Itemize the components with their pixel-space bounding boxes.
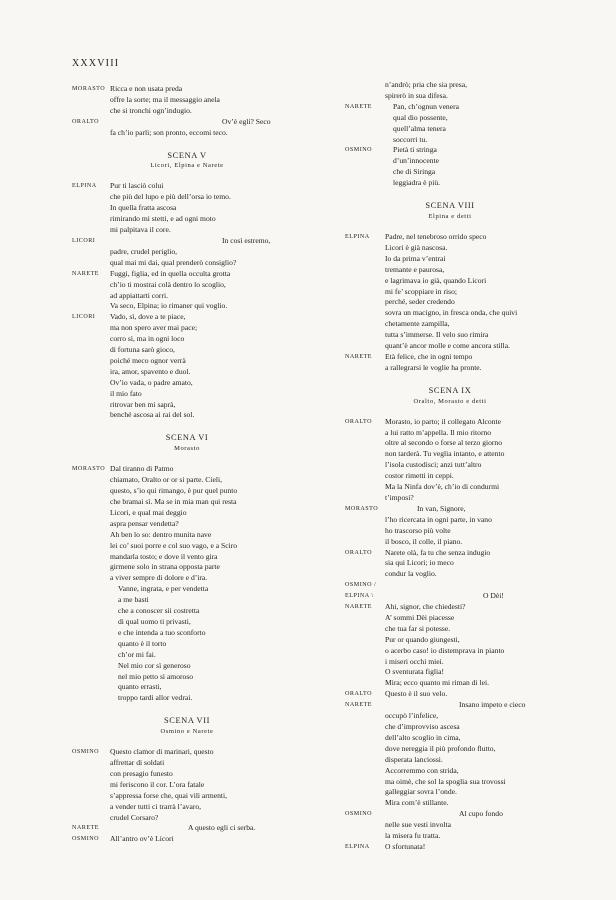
- verse-text: Ma la Ninfa dov’è, ch’io di condurmi: [385, 482, 500, 492]
- verse-line: [72, 128, 302, 139]
- scene-characters: Morasto: [174, 445, 200, 453]
- verse-line: [345, 678, 555, 689]
- verse-line: [72, 541, 302, 552]
- verse-text: Ov’è egli? Seco: [222, 116, 271, 126]
- verse-text: In quella fratta ascosa: [110, 203, 177, 213]
- verse-line: [345, 504, 555, 515]
- verse-line: [345, 265, 555, 276]
- verse-text: spirerò in sua difesa.: [385, 90, 448, 100]
- verse-line: [345, 341, 555, 352]
- speaker-name: MORASTO: [345, 505, 379, 512]
- verse-line: [72, 106, 302, 117]
- verse-line: [345, 777, 555, 788]
- verse-text: Al cupo fondo: [459, 809, 503, 819]
- verse-text: Fuggi, figlia, ed in quella occulta grotta: [110, 268, 231, 278]
- verse-text: nelle sue vesti involta: [385, 820, 452, 830]
- verse-line: [345, 135, 555, 146]
- verse-text: ch’io ti mostrai colà dentro lo scoglio,: [110, 279, 226, 289]
- verse-text: chetamente zampilla,: [385, 319, 450, 329]
- verse-text: Ov’io vada, o padre amato,: [110, 377, 193, 387]
- verse-text: Licori, e qual mai deggio: [110, 507, 187, 517]
- verse-text: Narete olà, fa tu che senza indugio: [385, 547, 491, 557]
- verse-text: che a conoscer sii costretta: [118, 606, 200, 616]
- verse-line: [345, 689, 555, 700]
- verse-text: che tua far si potesse.: [385, 623, 451, 633]
- verse-line: [72, 584, 302, 595]
- verse-line: [72, 400, 302, 411]
- verse-text: a me basti: [118, 595, 149, 605]
- verse-line: [345, 558, 555, 569]
- verse-text: corro sì, ma in ogni loco: [110, 334, 185, 344]
- verse-text: di fortuna sarò gioco,: [110, 345, 175, 355]
- verse-line: [72, 464, 302, 475]
- verse-line: [72, 802, 302, 813]
- verse-text: s’appressa forse che, quai vili armenti,: [110, 790, 228, 800]
- verse-line: [345, 91, 555, 102]
- verse-line: [72, 823, 302, 834]
- verse-line: [345, 711, 555, 722]
- verse-line: [345, 80, 555, 91]
- verse-text: qual dio possente,: [393, 112, 448, 122]
- verse-text: Mira com’è stillante.: [385, 798, 449, 808]
- verse-line: [72, 758, 302, 769]
- verse-line: [345, 700, 555, 711]
- verse-text: con presagio funesto: [110, 768, 173, 778]
- verse-text: Morasto, io parto; il collegato Alconte: [385, 416, 501, 426]
- verse-line: [345, 842, 555, 853]
- speaker-name: ORALTO: [72, 118, 100, 125]
- verse-text: condur la voglio.: [385, 569, 437, 579]
- verse-text: leggiadra è più.: [393, 178, 441, 188]
- verse-line: [345, 102, 555, 113]
- verse-line: [72, 813, 302, 824]
- verse-line: [72, 552, 302, 563]
- verse-line: [345, 308, 555, 319]
- verse-text: Insano impeto e cieco: [459, 700, 526, 710]
- verse-text: aspra pensar vendetta?: [110, 518, 179, 528]
- verse-text: quell’alma tenera: [393, 123, 446, 133]
- verse-text: ad appiattarti corri.: [110, 290, 168, 300]
- verse-line: [345, 591, 555, 602]
- verse-line: [72, 519, 302, 530]
- verse-text: a lui ratto m’appella. Il mio ritorno: [385, 427, 492, 437]
- speaker-name: NARETE: [345, 604, 373, 611]
- speaker-name: ELPINA \: [345, 593, 374, 600]
- speaker-name: MORASTO: [72, 86, 106, 92]
- verse-line: [345, 635, 555, 646]
- scene-heading-scena-ix: SCENA IX: [428, 385, 472, 395]
- speaker-name: NARETE: [345, 702, 373, 709]
- verse-text: chiamato, Oralto or or si parte. Cieli,: [110, 475, 222, 485]
- verse-line: [72, 410, 302, 421]
- speaker-name: ELPINA: [72, 183, 97, 190]
- verse-line: [72, 639, 302, 650]
- scene-characters: Elpina e detti: [428, 212, 472, 220]
- verse-text: Età felice, che in ogni tempo: [385, 351, 473, 361]
- speaker-name: MORASTO: [72, 466, 106, 473]
- verse-text: il bosco, il colle, il piano.: [385, 536, 463, 546]
- speaker-name: NARETE: [345, 353, 373, 360]
- speaker-name: OSMINO: [345, 147, 373, 154]
- verse-text: ho trascorso più volte: [385, 525, 451, 535]
- verse-line: [345, 537, 555, 548]
- verse-line: [72, 628, 302, 639]
- verse-text: fa ch’io parli; son pronto, eccomi teco.: [110, 127, 228, 137]
- verse-line: [72, 661, 302, 672]
- verse-line: [345, 178, 555, 189]
- verse-line: [345, 330, 555, 341]
- verse-line: [72, 291, 302, 302]
- verse-text: mi feriscono il cor. L’ora fatale: [110, 779, 205, 789]
- verse-text: nel mio petto sì amoroso: [118, 671, 194, 681]
- verse-line: [72, 486, 302, 497]
- verse-line: [345, 515, 555, 526]
- verse-text: Ricca e non usata preda: [110, 84, 183, 93]
- verse-line: [72, 791, 302, 802]
- verse-text: Padre, nel tenebroso orrido speco: [385, 231, 487, 241]
- verse-text: e lagrimava io già, quando Licori: [385, 275, 487, 285]
- verse-text: O sventurata figlia!: [385, 667, 445, 677]
- verse-text: o acerbo caso! io distemprava in pianto: [385, 645, 505, 655]
- verse-line: [345, 243, 555, 254]
- verse-line: [72, 595, 302, 606]
- verse-text: Questo clamor di marinari, questo: [110, 747, 214, 757]
- verse-line: [345, 766, 555, 777]
- verse-line: [345, 482, 555, 493]
- verse-line: [345, 820, 555, 831]
- verse-line: [345, 667, 555, 678]
- verse-line: [72, 225, 302, 236]
- verse-text: lei co’ suoi porre e col suo vago, e a Sciro: [110, 540, 238, 550]
- verse-text: sia qui Licori; io meco: [385, 558, 454, 568]
- verse-line: [345, 602, 555, 613]
- verse-line: [345, 449, 555, 460]
- verse-line: [72, 323, 302, 334]
- verse-text: O sfortunata!: [385, 841, 426, 851]
- verse-text: occupò l’infelice,: [385, 711, 439, 721]
- verse-text: e che intenda a tuo sconforto: [118, 627, 206, 637]
- verse-text: ira, amor, spavento e duol.: [110, 366, 191, 376]
- verse-line: [72, 214, 302, 225]
- verse-line: [345, 363, 555, 374]
- verse-text: mandarla tosto; e dove il vento gira: [110, 551, 218, 561]
- verse-line: [72, 573, 302, 584]
- verse-text: In van, Signore,: [417, 503, 466, 513]
- verse-text: questo, s’io qui rimango, è pur quel punto: [110, 486, 238, 496]
- verse-line: [345, 744, 555, 755]
- verse-line: [72, 312, 302, 323]
- verse-line: [72, 617, 302, 628]
- verse-text: Io da prima v’entrai: [385, 253, 446, 263]
- verse-line: [72, 334, 302, 345]
- verse-text: offre la sorte; ma il messaggio anela: [110, 94, 220, 104]
- verse-line: [72, 672, 302, 683]
- verse-text: l’ho ricercata in ogni parte, in vano: [385, 514, 492, 524]
- verse-text: i miseri occhi miei.: [385, 656, 444, 666]
- verse-line: [345, 580, 555, 591]
- verse-line: [345, 124, 555, 135]
- verse-line: [72, 475, 302, 486]
- verse-line: [345, 297, 555, 308]
- verse-line: [72, 345, 302, 356]
- verse-text: mi fe’ scoppiare in riso;: [385, 286, 457, 296]
- verse-text: la misera fu tratta.: [385, 831, 441, 841]
- verse-line: [72, 356, 302, 367]
- verse-line: [72, 693, 302, 704]
- verse-text: Pietà ti stringa: [393, 145, 437, 155]
- verse-line: [72, 84, 302, 95]
- right-column: [345, 80, 555, 853]
- scene-heading-scena-v: SCENA V: [167, 150, 207, 160]
- verse-line: [345, 722, 555, 733]
- page-number: XXXVIII: [72, 58, 120, 69]
- verse-text: troppo tardi allor vedrai.: [118, 693, 193, 703]
- verse-line: [72, 269, 302, 280]
- verse-text: girmene solo in strana opposta parte: [110, 562, 220, 572]
- verse-text: a vender tutti ci trarrà l’avaro,: [110, 801, 202, 811]
- verse-line: [345, 254, 555, 265]
- speaker-name: ELPINA: [345, 843, 370, 850]
- verse-text: Pur ti lasciò colui: [110, 181, 164, 191]
- verse-line: [72, 203, 302, 214]
- speaker-name: OSMINO /: [345, 582, 377, 589]
- verse-line: [345, 831, 555, 842]
- verse-line: [72, 682, 302, 693]
- verse-line: [345, 232, 555, 243]
- verse-text: Questo è il suo velo.: [385, 689, 448, 699]
- verse-text: che si tronchi ogn’indugio.: [110, 105, 192, 115]
- verse-line: [345, 787, 555, 798]
- speaker-name: NARETE: [72, 825, 100, 832]
- verse-text: a viver sempre di dolore e d’ira.: [110, 573, 208, 583]
- verse-text: In così estremo,: [222, 235, 271, 245]
- verse-text: Licori è già nascosa.: [385, 242, 448, 252]
- verse-line: [345, 624, 555, 635]
- speaker-name: ELPINA: [345, 233, 370, 240]
- verse-text: mi palpitava il core.: [110, 225, 171, 235]
- verse-text: Accorremmo con strida,: [385, 765, 459, 775]
- speaker-name: NARETE: [72, 270, 100, 277]
- verse-line: [72, 530, 302, 541]
- speaker-name: NARETE: [345, 103, 373, 110]
- verse-line: [345, 569, 555, 580]
- verse-text: d’un’innocente: [393, 156, 439, 166]
- verse-text: il mio fato: [110, 388, 142, 398]
- verse-line: [345, 352, 555, 363]
- verse-line: [72, 117, 302, 128]
- verse-text: t’imposi?: [385, 493, 414, 502]
- verse-text: padre, crudel periglio,: [110, 246, 178, 256]
- verse-line: [72, 497, 302, 508]
- verse-line: [72, 562, 302, 573]
- scene-heading-scena-vii: SCENA VII: [164, 716, 210, 726]
- verse-line: [72, 834, 302, 845]
- verse-line: [345, 798, 555, 809]
- verse-line: [72, 258, 302, 269]
- verse-text: costor rimetti in ceppi.: [385, 471, 454, 481]
- verse-text: tremante e paurosa,: [385, 264, 445, 274]
- verse-text: ritrovar ben mi saprà,: [110, 399, 176, 409]
- verse-line: [345, 287, 555, 298]
- verse-text: rimirando mi stetti, e ad ogni moto: [110, 214, 216, 224]
- verse-text: l’isola custodisci; anzi tutt’altro: [385, 460, 482, 470]
- verse-text: quanto è il torto: [118, 638, 167, 648]
- verse-line: [72, 367, 302, 378]
- verse-text: dove nereggia il più profondo flutto,: [385, 743, 496, 753]
- verse-line: [72, 181, 302, 192]
- verse-line: [72, 508, 302, 519]
- scene-heading-scena-vi: SCENA VI: [165, 433, 209, 443]
- verse-text: non tarderà. Tu veglia intanto, e attento: [385, 449, 505, 459]
- speaker-name: ORALTO: [345, 549, 373, 556]
- verse-line: [345, 646, 555, 657]
- verse-line: [72, 280, 302, 291]
- verse-text: che bramai sì. Ma se in mia man qui resta: [110, 497, 237, 506]
- verse-text: sovra un macigno, in fresca onda, che quivi: [385, 308, 518, 318]
- verse-text: A questo egli ci serba.: [188, 823, 256, 833]
- verse-text: benché ascosa ai rai del sol.: [110, 410, 195, 420]
- verse-text: che più del lupo e più dell’orsa io temo.: [110, 192, 231, 202]
- verse-line: [345, 145, 555, 156]
- verse-text: crudel Corsaro?: [110, 812, 159, 822]
- verse-line: [72, 247, 302, 258]
- verse-line: [345, 156, 555, 167]
- verse-line: [72, 389, 302, 400]
- verse-line: [345, 526, 555, 537]
- verse-line: [72, 301, 302, 312]
- verse-text: che di Siringa: [393, 167, 436, 177]
- verse-text: perché, seder credendo: [385, 297, 455, 307]
- verse-text: Mira; ecco quanto mi riman di lei.: [385, 678, 489, 688]
- verse-text: qual mai mi dai, qual prenderò consiglio?: [110, 257, 237, 267]
- speaker-name: ORALTO: [345, 691, 373, 698]
- verse-text: tutta s’immerse. Il velo suo rimira: [385, 330, 489, 340]
- verse-line: [345, 319, 555, 330]
- verse-line: [345, 809, 555, 820]
- speaker-name: LICORI: [72, 314, 96, 321]
- verse-line: [72, 192, 302, 203]
- verse-line: [345, 438, 555, 449]
- scene-heading-scena-viii: SCENA VIII: [425, 201, 475, 211]
- verse-text: Vanne, ingrata, e per vendetta: [118, 584, 209, 594]
- verse-text: affrettar di soldati: [110, 758, 165, 768]
- speaker-name: OSMINO: [72, 749, 100, 756]
- speaker-name: LICORI: [72, 237, 96, 244]
- verse-line: [345, 417, 555, 428]
- verse-text: soccorri tu.: [393, 134, 428, 144]
- scene-characters: Licori, Elpina e Narete: [150, 162, 224, 170]
- verse-text: quanto errasti,: [118, 682, 162, 692]
- verse-text: poiché meco ognor verrà: [110, 355, 186, 365]
- speaker-name: OSMINO: [345, 811, 373, 818]
- verse-text: A’ sommi Dèi piacesse: [385, 612, 455, 622]
- speaker-name: ORALTO: [345, 418, 373, 425]
- verse-line: [345, 657, 555, 668]
- verse-line: [345, 276, 555, 287]
- verse-line: [345, 113, 555, 124]
- verse-text: Ah ben lo so: dentro munita nave: [110, 529, 212, 539]
- verse-text: a rallegrarsi le voglie ha pronte.: [385, 362, 482, 372]
- verse-text: dell’alto scoglio in cima,: [385, 732, 461, 742]
- verse-text: Pur or quando giungesti,: [385, 634, 460, 644]
- verse-text: ma oimè, che sol la spoglia sua trovossi: [385, 776, 506, 786]
- verse-line: [345, 548, 555, 559]
- left-column: [72, 84, 302, 845]
- verse-text: Va seco, Elpina; io rimaner qui voglio.: [110, 301, 228, 311]
- verse-text: O Dèi!: [483, 591, 504, 601]
- verse-line: [345, 167, 555, 178]
- verse-text: di qual uomo ti privasti,: [118, 616, 191, 626]
- verse-line: [345, 493, 555, 504]
- verse-line: [345, 460, 555, 471]
- verse-text: ch’or mi fai.: [118, 649, 156, 659]
- verse-line: [72, 780, 302, 791]
- verse-line: [72, 606, 302, 617]
- verse-line: [345, 471, 555, 482]
- verse-line: [345, 613, 555, 624]
- verse-text: Vado, sì, dove a te piace,: [110, 312, 186, 322]
- verse-text: Dal tiranno di Patmo: [110, 464, 174, 474]
- verse-line: [72, 95, 302, 106]
- verse-text: Ahi, signor, che chiedesti?: [385, 602, 466, 612]
- verse-text: che d’improvviso ascesa: [385, 722, 460, 732]
- verse-line: [345, 733, 555, 744]
- verse-text: n’andrò; pria che sia presa,: [385, 80, 468, 89]
- verse-text: oltre al secondo o forse al terzo giorno: [385, 438, 503, 448]
- verse-line: [72, 378, 302, 389]
- verse-line: [345, 755, 555, 766]
- verse-text: All’antro ov’è Licori: [110, 834, 174, 844]
- verse-line: [72, 236, 302, 247]
- verse-text: disperata lanciossi.: [385, 754, 443, 764]
- verse-text: quant’è ancor molle e come ancora stilla.: [385, 341, 511, 351]
- verse-line: [72, 769, 302, 780]
- verse-text: ma non spero aver mai pace;: [110, 323, 198, 333]
- scene-characters: Osmino e Narete: [160, 728, 214, 736]
- verse-text: Nel mio cor sì generoso: [118, 660, 191, 670]
- verse-line: [72, 650, 302, 661]
- verse-line: [345, 428, 555, 439]
- verse-line: [72, 747, 302, 758]
- verse-text: galleggiar sovra l’onde.: [385, 787, 457, 797]
- scene-characters: Oralto, Morasto e detti: [413, 397, 487, 405]
- verse-text: Pan, ch’ognun venera: [393, 101, 460, 111]
- speaker-name: OSMINO: [72, 836, 100, 843]
